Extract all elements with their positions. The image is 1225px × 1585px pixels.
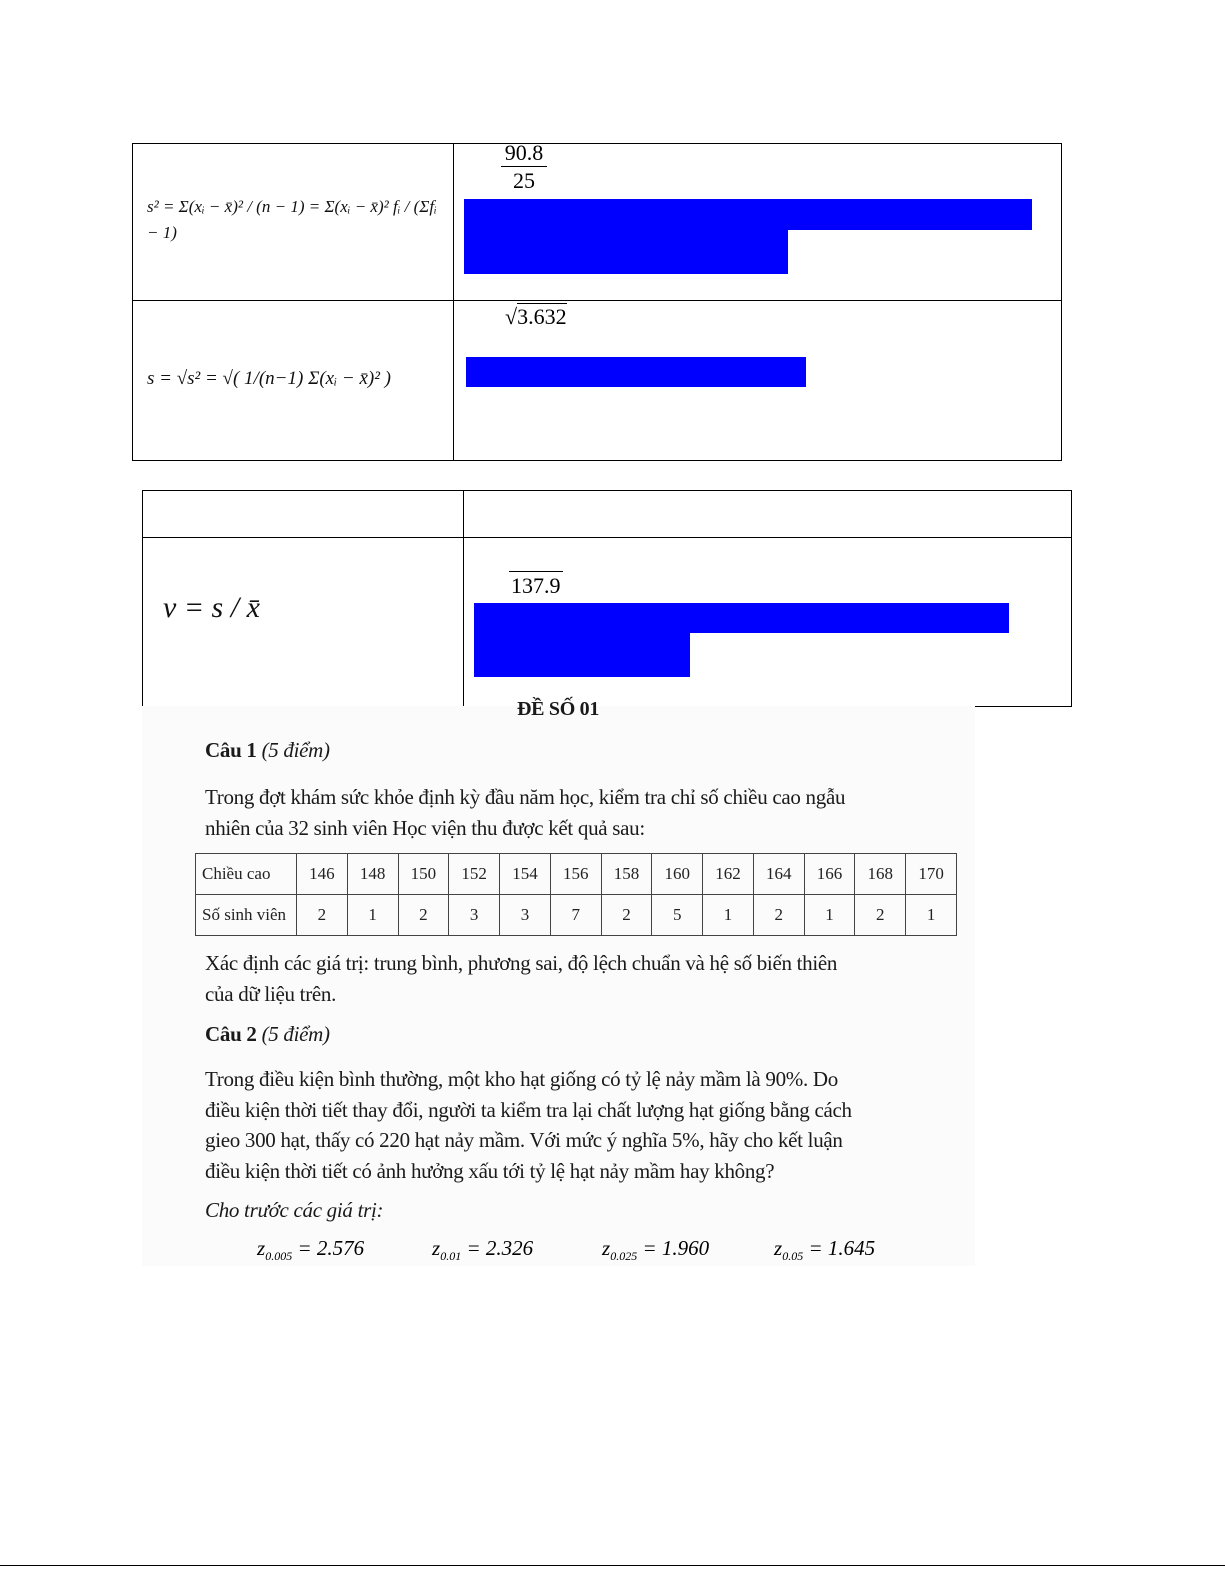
variance-denominator: 25	[513, 168, 535, 193]
table-row: Chiều cao 146 148 150 152 154 156 158 160 162 164 166 168 170	[196, 854, 957, 895]
std-dev-formula: s = √s² = √( 1/(n−1) Σ(xᵢ − x̄)² )	[147, 368, 391, 389]
height-cell: 162	[703, 854, 754, 895]
height-cell: 154	[500, 854, 551, 895]
height-cell: 160	[652, 854, 703, 895]
given-values-label: Cho trước các giá trị:	[205, 1198, 384, 1222]
height-cell: 168	[855, 854, 906, 895]
question-1-text: Trong đợt khám sức khỏe định kỳ đầu năm học, kiểm tra chỉ số chiều cao ngẫu nhiên của 32 sinh viên Học viện thu được kết quả sau:	[205, 785, 846, 840]
count-cell: 1	[804, 895, 855, 936]
cv-denominator-value: 137.9	[511, 573, 561, 598]
z-value: $z_{0.05} = 1.645$	[774, 1236, 876, 1264]
height-cell: 150	[398, 854, 449, 895]
count-cell: 5	[652, 895, 703, 936]
height-data-table	[195, 853, 957, 936]
z-value: $z_{0.01} = 2.326$	[432, 1236, 534, 1264]
count-cell: 1	[347, 895, 398, 936]
count-cell: 3	[500, 895, 551, 936]
redaction-block	[474, 603, 1009, 633]
coefficient-of-variation-formula: v = s / x̄	[163, 591, 260, 624]
std-dev-value: √3.632	[505, 304, 567, 329]
exam-title: ĐỀ SỐ 01	[517, 698, 600, 720]
height-cell: 156	[550, 854, 601, 895]
redaction-block	[474, 632, 690, 677]
formula-table-2	[142, 490, 1072, 707]
count-cell: 2	[855, 895, 906, 936]
count-cell: 2	[398, 895, 449, 936]
height-cell: 158	[601, 854, 652, 895]
question-2-text: Trong điều kiện bình thường, một kho hạt giống có tỷ lệ nảy mầm là 90%. Do điều kiện thời tiết thay đổi, người ta kiểm tra lại chất lượng hạt giống bằng cách gieo 300 hạt, thấy có 220 hạt nảy mầm. Với mức ý nghĩa 5%, hãy cho kết luận điều kiện thời tiết có ảnh hưởng xấu tới tỷ lệ hạt nảy mầm hay không?	[205, 1067, 852, 1183]
count-cell: 7	[550, 895, 601, 936]
count-cell: 2	[297, 895, 348, 936]
sqrt-icon: √	[505, 304, 518, 329]
redaction-block	[464, 199, 1032, 230]
height-cell: 152	[449, 854, 500, 895]
count-cell: 2	[753, 895, 804, 936]
question-1-heading: Câu 1 (5 điểm)	[205, 738, 330, 762]
exam-scan	[142, 698, 975, 1266]
variance-numerator: 90.8	[501, 140, 547, 167]
variance-formula: s² = Σ(xᵢ − x̄)² / (n − 1) = Σ(xᵢ − x̄)² fᵢ / (Σfᵢ − 1)	[147, 197, 437, 242]
z-value: $z_{0.005} = 2.576$	[257, 1236, 365, 1264]
question-1-task: Xác định các giá trị: trung bình, phương sai, độ lệch chuẩn và hệ số biến thiên của dữ liệu trên.	[205, 951, 838, 1006]
height-cell: 170	[906, 854, 957, 895]
height-cell: 146	[297, 854, 348, 895]
redaction-block	[466, 357, 806, 387]
page-bottom-border	[0, 1565, 1225, 1566]
height-cell: 166	[804, 854, 855, 895]
table-row: Số sinh viên 2 1 2 3 3 7 2 5 1 2 1 2 1	[196, 895, 957, 936]
question-2-heading: Câu 2 (5 điểm)	[205, 1022, 330, 1046]
redaction-block	[464, 229, 788, 274]
count-cell: 2	[601, 895, 652, 936]
count-cell: 3	[449, 895, 500, 936]
count-cell: 1	[703, 895, 754, 936]
height-cell: 148	[347, 854, 398, 895]
count-cell: 1	[906, 895, 957, 936]
z-value: $z_{0.025} = 1.960$	[602, 1236, 710, 1264]
formula-table-1	[132, 140, 1062, 461]
variance-fraction	[501, 140, 547, 195]
height-cell: 164	[753, 854, 804, 895]
